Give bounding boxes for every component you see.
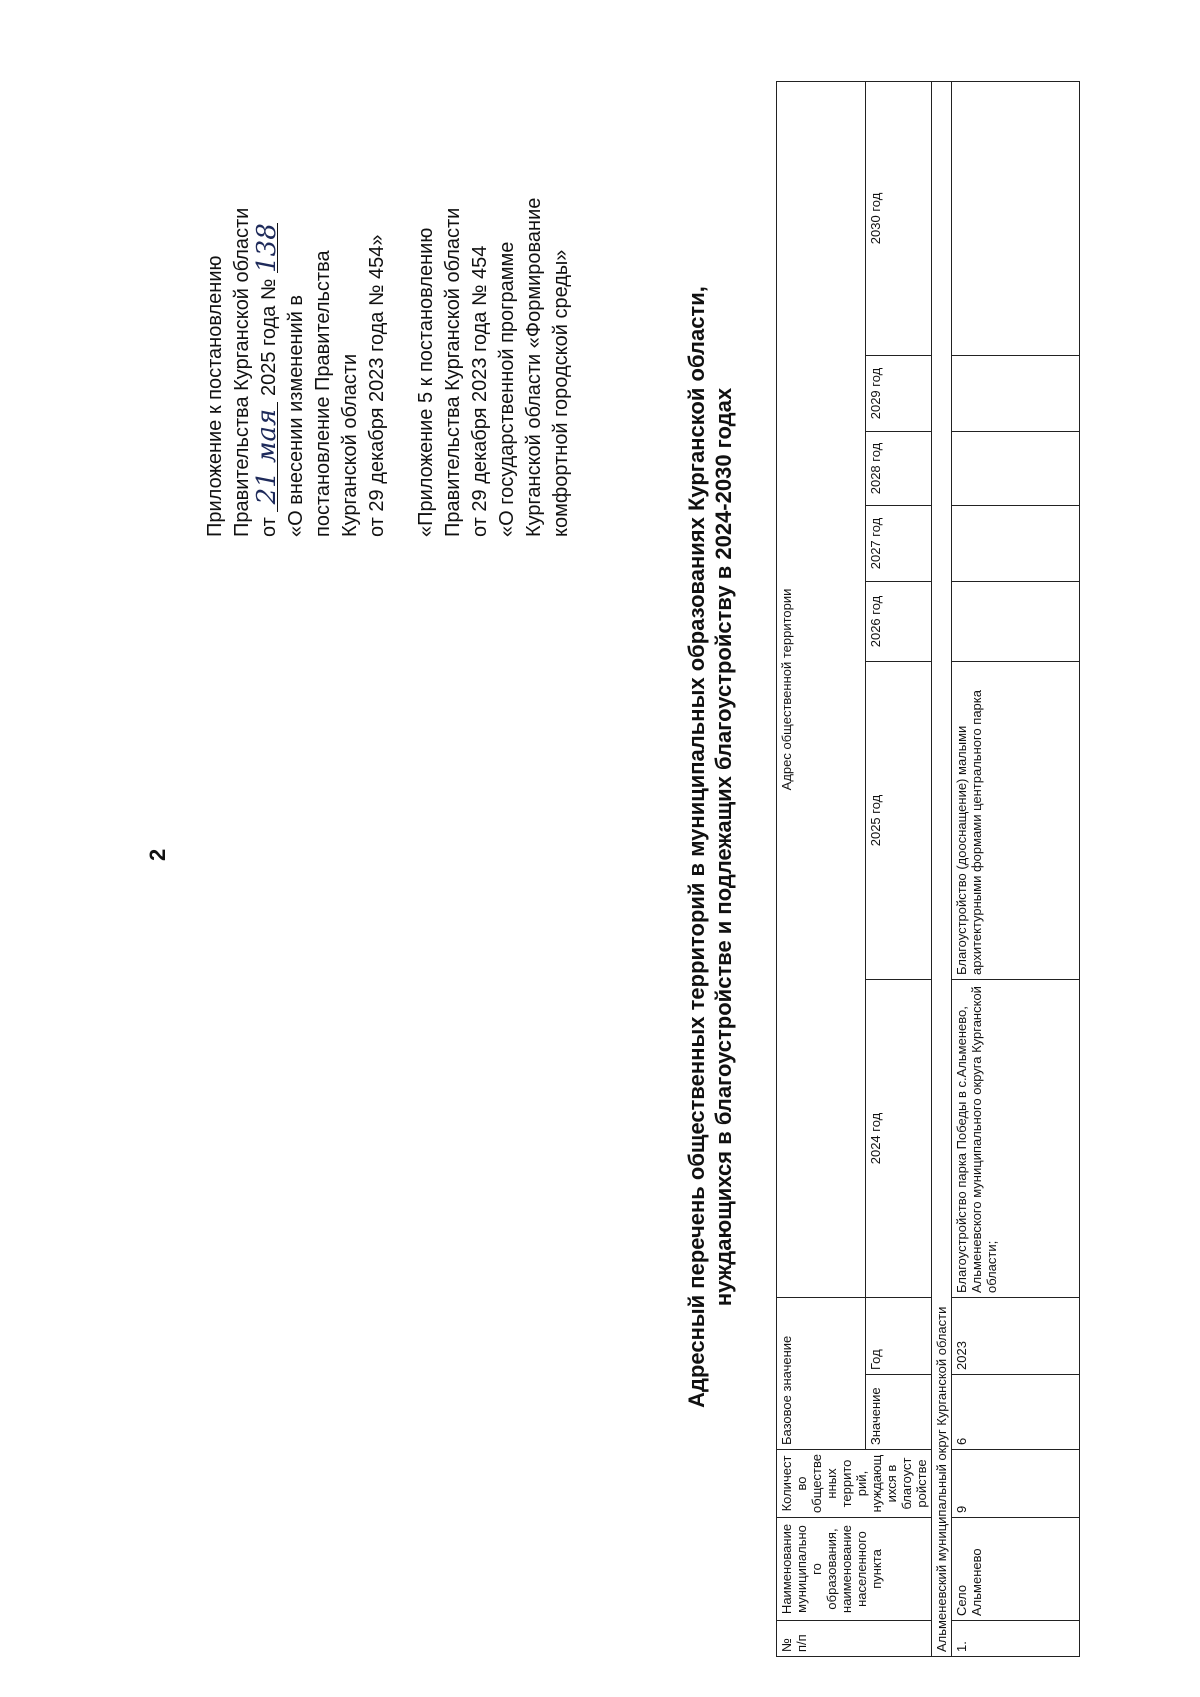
- date-prefix: от: [258, 517, 280, 537]
- appendix-line: «О внесении изменений в: [285, 294, 307, 537]
- header-year-2027: 2027 год: [866, 506, 932, 582]
- header-year-2025: 2025 год: [866, 662, 932, 980]
- appendix2-line: «О государственной программе: [496, 241, 518, 537]
- section-title: Альменевский муниципальный округ Курганской области: [932, 81, 952, 1656]
- row-name: Село Альменево: [952, 1518, 1080, 1621]
- row-2030: [952, 81, 1080, 355]
- appendix-line: Правительства Курганской области: [231, 207, 253, 537]
- appendix2-line: от 29 декабря 2023 года № 454: [469, 245, 491, 537]
- header-address: Адрес общественной территории: [777, 81, 866, 1297]
- header-base-year: Год: [866, 1298, 932, 1375]
- row-2029: [952, 356, 1080, 432]
- header-year-2030: 2030 год: [866, 81, 932, 355]
- title-line: Адресный перечень общественных территорий в муниципальных образованиях Курганской области,: [684, 286, 709, 1408]
- row-2026: [952, 582, 1080, 662]
- row-2024: Благоустройство парка Победы в с.Альменево, Альменевского муниципального округа Курганской области;: [952, 980, 1080, 1298]
- row-2028: [952, 432, 1080, 506]
- appendix-line: от 29 декабря 2023 года № 454»: [366, 234, 388, 537]
- address-table: [776, 81, 1080, 1657]
- appendix-line: Приложение к постановлению: [204, 255, 226, 537]
- document-title: [683, 37, 737, 1657]
- title-line: нуждающихся в благоустройстве и подлежащих благоустройству в 2024-2030 годах: [711, 387, 736, 1307]
- header-year-2026: 2026 год: [866, 582, 932, 662]
- row-2025: Благоустройство (дооснащение) малыми архитектурными формами центрального парка: [952, 662, 1080, 980]
- page-number: 2: [145, 848, 170, 861]
- header-name: Наименование муниципально го образования, наименование населенного пункта: [777, 1518, 932, 1621]
- row-num: 1.: [952, 1621, 1080, 1657]
- handwritten-date: 21 мая: [257, 402, 278, 512]
- row-base-year: 2023: [952, 1298, 1080, 1375]
- row-base-value: 6: [952, 1375, 1080, 1450]
- appendix-date-line: [252, 37, 283, 537]
- appendix-line: Курганской области: [339, 353, 361, 537]
- date-middle: 2025 года №: [258, 278, 280, 397]
- appendix-block: [202, 37, 575, 537]
- header-num: № п/п: [777, 1621, 932, 1657]
- appendix2-line: Правительства Курганской области: [442, 207, 464, 537]
- table-row: [952, 81, 1080, 1656]
- header-year-2024: 2024 год: [866, 980, 932, 1298]
- appendix2-line: комфортной городской среды»: [550, 249, 572, 537]
- header-row: [777, 81, 866, 1656]
- handwritten-number: 138: [252, 223, 282, 273]
- row-2027: [952, 506, 1080, 582]
- appendix2-line: Курганской области «Формирование: [523, 197, 545, 537]
- appendix2-line: «Приложение 5 к постановлению: [415, 227, 437, 537]
- header-base-value: Значение: [866, 1375, 932, 1450]
- header-count: Количест во обществе нных террито рий, нуждающ ихся в благоуст ройстве: [777, 1450, 932, 1518]
- header-year-2029: 2029 год: [866, 356, 932, 432]
- section-row: [932, 81, 952, 1656]
- header-subrow: [866, 81, 932, 1656]
- header-year-2028: 2028 год: [866, 432, 932, 506]
- row-count: 9: [952, 1450, 1080, 1518]
- header-base: Базовое значение: [777, 1298, 866, 1450]
- appendix-line: постановление Правительства: [312, 250, 334, 537]
